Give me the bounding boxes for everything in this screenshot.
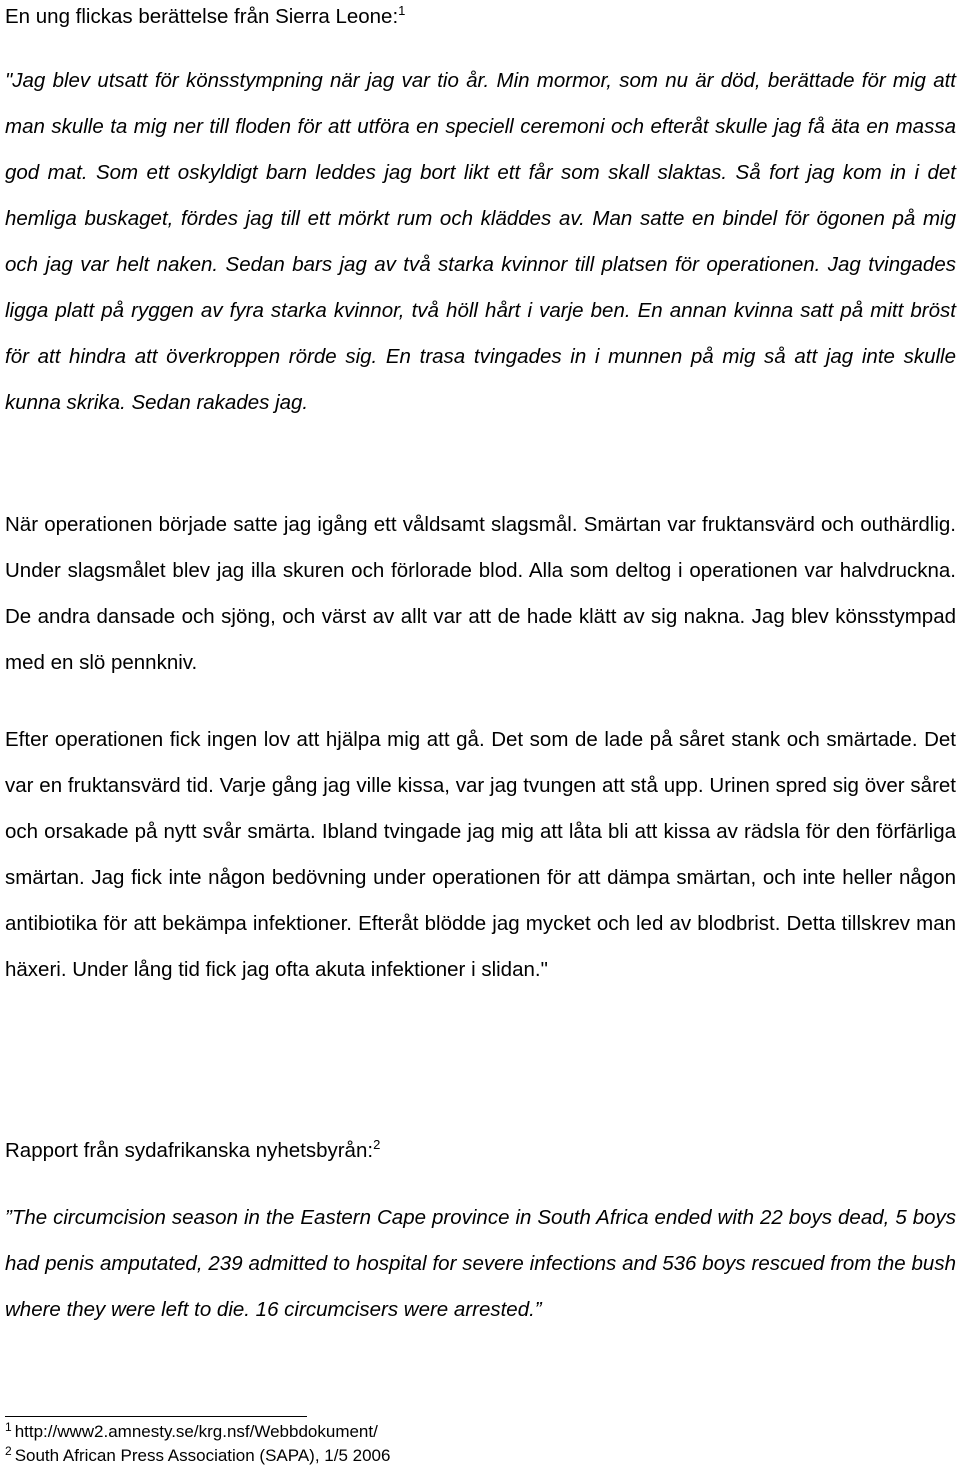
section-heading-sapa: [5, 1136, 380, 1166]
footnote-ref-1[interactable]: 1: [398, 3, 406, 18]
footnote-1: [5, 1421, 378, 1443]
heading-text: Rapport från sydafrikanska nyhetsbyrån:: [5, 1139, 374, 1162]
paragraph-testimony-part2: När operationen började satte jag igång ett våldsamt slagsmål. Smärtan var fruktansvärd och outhärdlig. Under slagsmålet blev jag illa skuren och förlorade blod. Alla som deltog i operationen var halvdruckna. De andra dansade och sjöng, och värst av allt var att de hade klätt av sig nakna. Jag blev könsstympad med en slö pennkniv.: [5, 513, 956, 674]
footnote-divider: [5, 1416, 307, 1417]
heading-text: En ung flickas berättelse från Sierra Leone:: [5, 5, 399, 28]
paragraph-text: "Jag blev utsatt för könsstympning när jag var tio år. Min mormor, som nu är död, berättade för mig att man skulle ta mig ner till floden för att utföra en speciell ceremoni och efteråt skulle jag få äta en massa god mat. Som ett oskyldigt barn leddes jag bort likt ett får som skall slaktas. Så fort jag kom in i det hemliga buskaget, fördes jag till ett mörkt rum och kläddes av. Man satte en bindel för ögonen på mig och jag var helt naken. Sedan bars jag av två starka kvinnor till platsen för operationen. Jag tvingades ligga platt på ryggen av fyra starka kvinnor, två höll hårt i varje ben. En annan kvinna satt på mitt bröst för att hindra att överkroppen rörde sig. En trasa tvingades in i munnen på mig så att jag inte skulle kunna skrika. Sedan rakades jag.: [5, 69, 956, 414]
footnote-ref-2[interactable]: 2: [373, 1137, 381, 1152]
footnote-text: South African Press Association (SAPA), 1/5 2006: [14, 1446, 391, 1465]
footnote-marker: 1: [5, 1420, 12, 1434]
footnote-marker: 2: [5, 1444, 12, 1458]
section-heading-sierra-leone: [5, 2, 405, 32]
quote-sapa-report: ”The circumcision season in the Eastern Cape province in South Africa ended with 22 boys dead, 5 boys had penis amputated, 239 admitted to hospital for severe infections and 536 boys rescued from the bush where they were left to die. 16 circumcisers were arrested.”: [5, 1206, 956, 1321]
footnote-2: [5, 1445, 390, 1467]
footnote-link[interactable]: http://www2.amnesty.se/krg.nsf/Webbdokument/: [14, 1422, 378, 1441]
paragraph-testimony-part3: Efter operationen fick ingen lov att hjälpa mig att gå. Det som de lade på såret stank och smärtade. Det var en fruktansvärd tid. Varje gång jag ville kissa, var jag tvungen att stå upp. Urinen spred sig över såret och orsakade på nytt svår smärta. Ibland tvingade jag mig att låta bli att kissa av rädsla för den förfärliga smärtan. Jag fick inte någon bedövning under operationen för att dämpa smärtan, och inte heller någon antibiotika för att bekämpa infektioner. Efteråt blödde jag mycket och led av blodbrist. Detta tillskrev man häxeri. Under lång tid fick jag ofta akuta infektioner i slidan.": [5, 728, 956, 981]
paragraph-testimony-part1: [5, 58, 956, 426]
